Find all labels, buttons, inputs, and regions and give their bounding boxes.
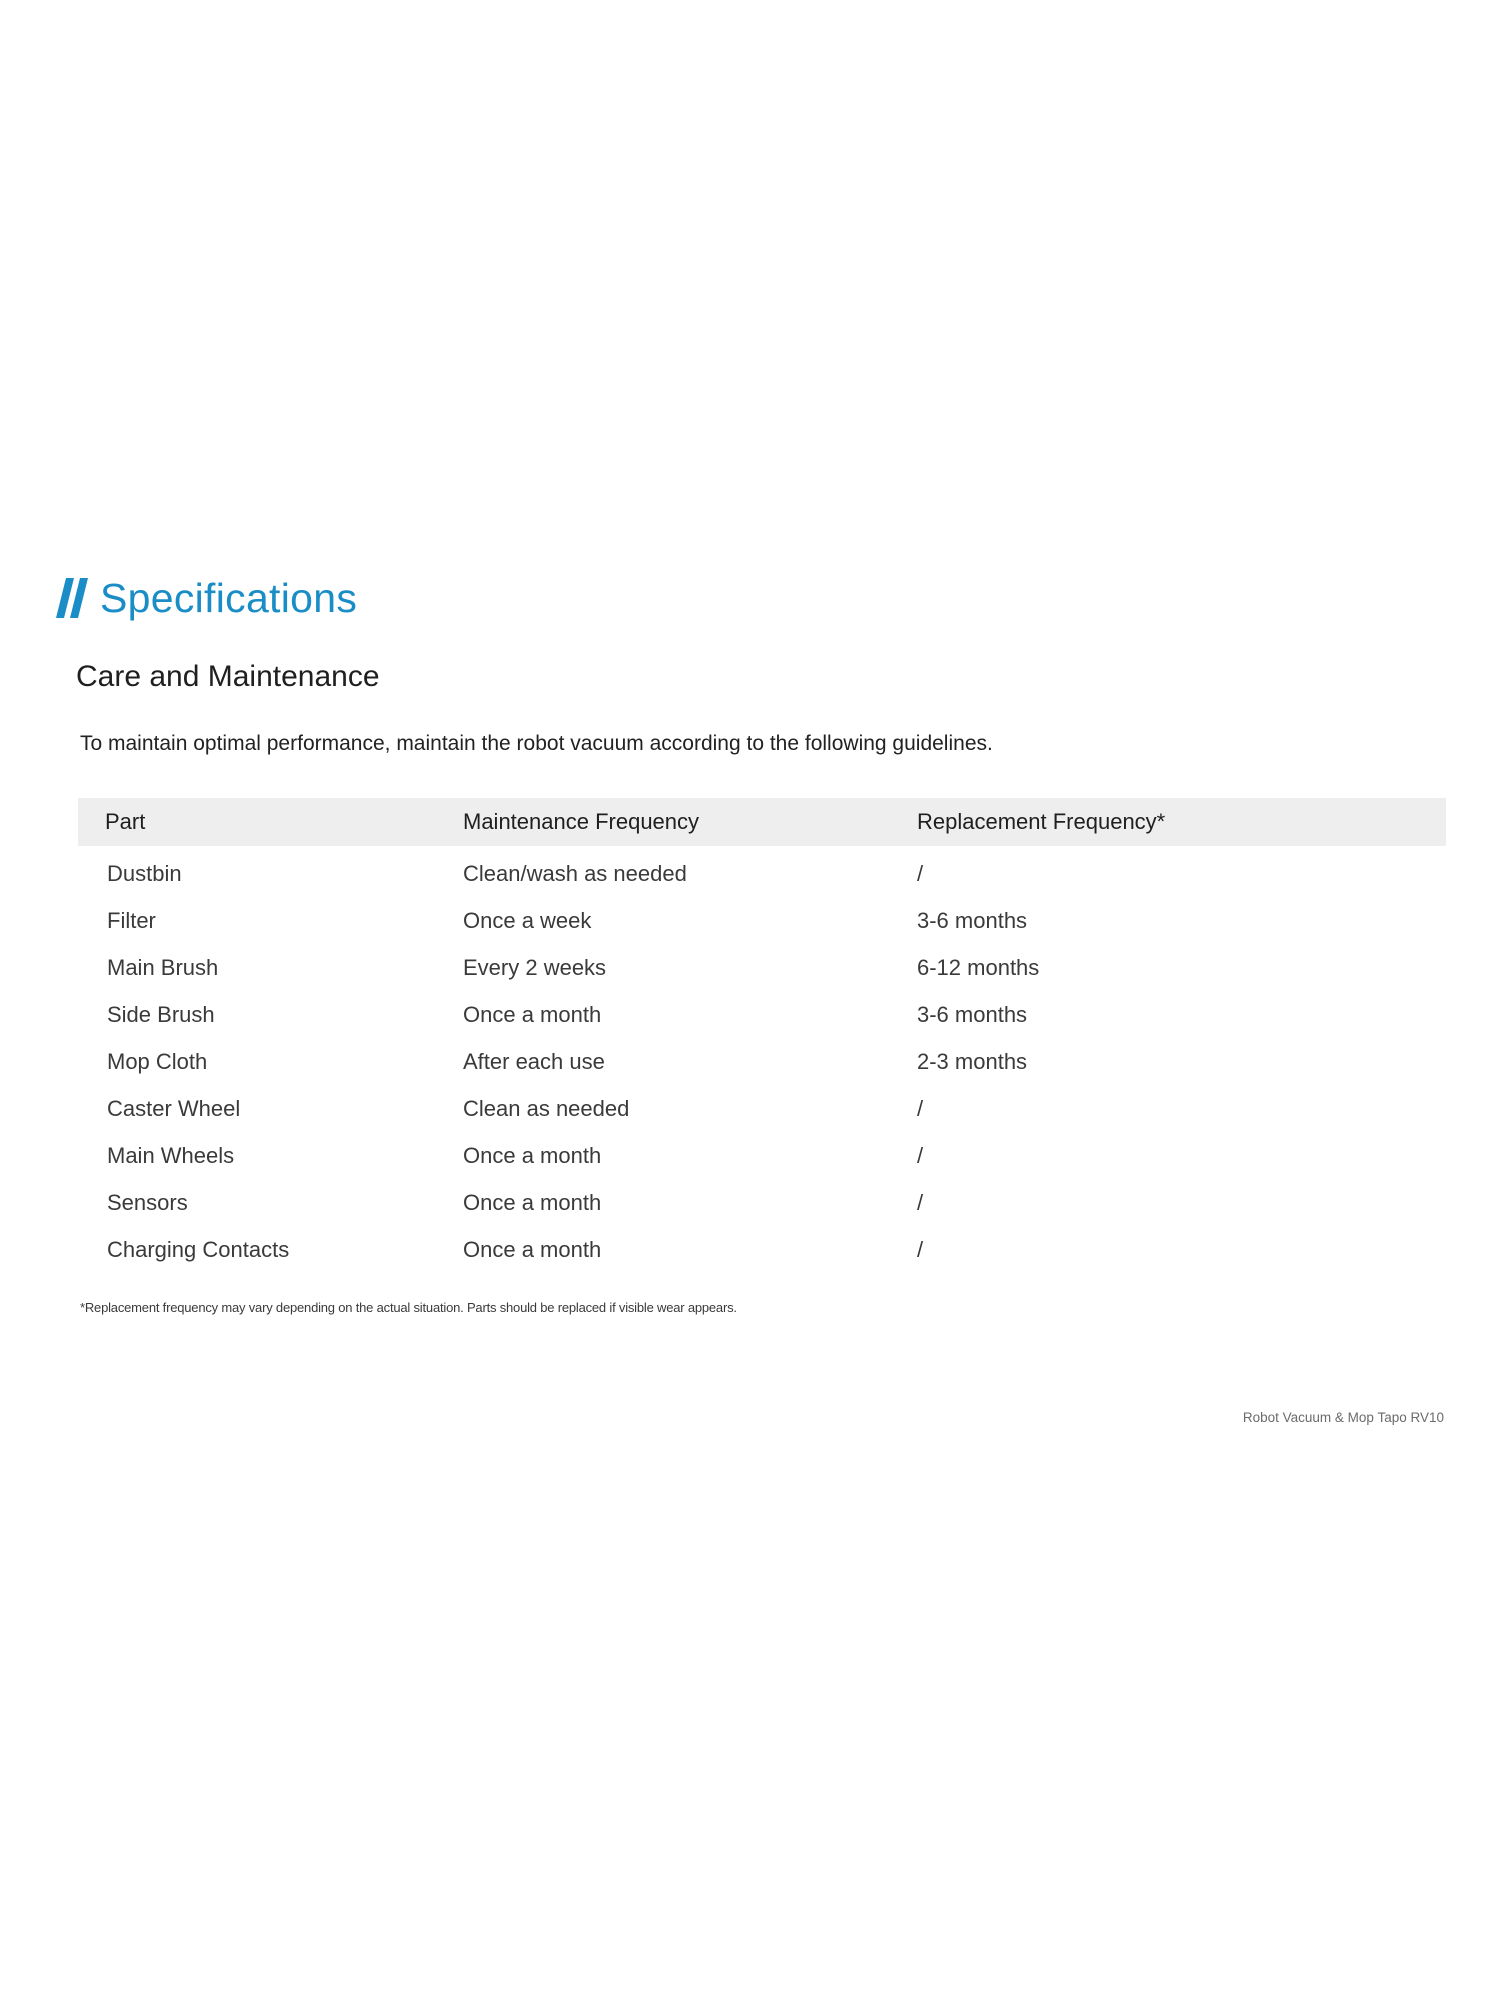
table-row	[78, 1038, 1446, 1085]
cell-part: Sensors	[107, 1189, 188, 1215]
table-row	[78, 991, 1446, 1038]
cell-part: Dustbin	[107, 860, 182, 886]
cell-replacement: 6-12 months	[917, 954, 1040, 980]
cell-maintenance: Every 2 weeks	[463, 954, 607, 980]
column-header-replacement: Replacement Frequency*	[917, 798, 1446, 846]
page-title: Specifications	[100, 574, 358, 621]
table-row	[78, 1132, 1446, 1179]
table-row	[78, 1226, 1446, 1273]
cell-replacement: /	[917, 1095, 924, 1121]
cell-replacement: /	[917, 1142, 924, 1168]
footnote: *Replacement frequency may vary depending on the actual situation. Parts should be replaced if visible wear appears.	[80, 1300, 737, 1315]
cell-replacement: /	[917, 1189, 924, 1215]
maintenance-table	[78, 798, 1446, 1273]
cell-replacement: /	[917, 860, 924, 886]
table-row	[78, 897, 1446, 944]
table-row	[78, 1179, 1446, 1226]
table-row	[78, 1085, 1446, 1132]
cell-maintenance: Once a month	[463, 1236, 602, 1262]
section-title: Care and Maintenance	[76, 660, 380, 693]
cell-replacement: 3-6 months	[917, 907, 1028, 933]
cell-part: Filter	[107, 907, 156, 933]
cell-part: Main Brush	[107, 954, 219, 980]
cell-maintenance: Clean/wash as needed	[463, 860, 687, 886]
cell-maintenance: Once a month	[463, 1142, 602, 1168]
cell-maintenance: Once a month	[463, 1189, 602, 1215]
cell-replacement: 3-6 months	[917, 1001, 1028, 1027]
cell-part: Mop Cloth	[107, 1048, 208, 1074]
cell-part: Main Wheels	[107, 1142, 235, 1168]
table-row	[78, 846, 1446, 897]
table-row	[78, 944, 1446, 991]
cell-maintenance: After each use	[463, 1048, 605, 1074]
cell-replacement: 2-3 months	[917, 1048, 1028, 1074]
intro-text: To maintain optimal performance, maintain the robot vacuum according to the following guidelines.	[80, 732, 993, 755]
cell-maintenance: Once a month	[463, 1001, 602, 1027]
cell-part: Side Brush	[107, 1001, 215, 1027]
column-header-part: Part	[78, 798, 445, 846]
cell-part: Caster Wheel	[107, 1095, 241, 1121]
footer-product-name: Robot Vacuum & Mop Tapo RV10	[1242, 1410, 1444, 1425]
table-header-row	[78, 798, 1446, 846]
section-heading	[56, 568, 357, 628]
cell-maintenance: Once a week	[463, 907, 592, 933]
cell-replacement: /	[917, 1236, 924, 1262]
column-header-maintenance: Maintenance Frequency	[445, 798, 917, 846]
cell-part: Charging Contacts	[107, 1236, 290, 1262]
double-slash-icon	[56, 578, 90, 618]
cell-maintenance: Clean as needed	[463, 1095, 630, 1121]
